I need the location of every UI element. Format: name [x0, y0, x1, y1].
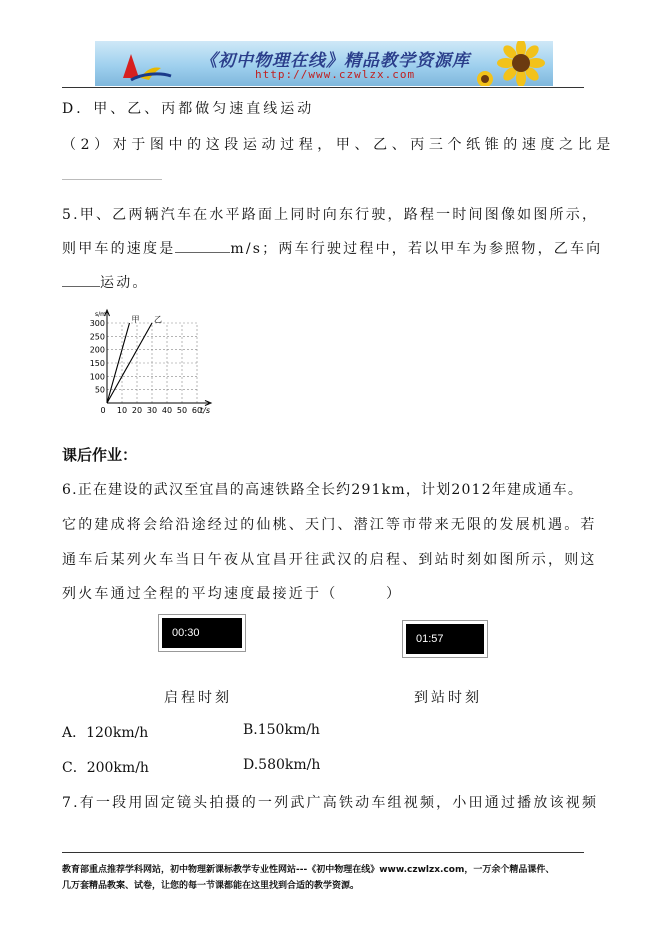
x-tick-label: 40 [161, 406, 173, 415]
footer-rule [62, 852, 584, 853]
x-tick-label: 30 [146, 406, 158, 415]
x-tick-label: 50 [176, 406, 188, 415]
q5-direction-blank[interactable] [62, 286, 100, 287]
sunflower-icon [473, 41, 553, 86]
option-c[interactable]: C．200km/h [62, 760, 149, 776]
header-banner [95, 41, 553, 86]
depart-label: 启程时刻 [164, 690, 232, 706]
footer-line2: 几万套精品教案、试卷，让您的每一节课都能在这里找到合适的教学资源。 [62, 881, 360, 891]
y-tick-label: 200 [89, 345, 105, 355]
header-rule [62, 87, 584, 88]
x-tick-label: 0 [100, 406, 106, 415]
q5-line3 [62, 272, 149, 292]
logo-icon [101, 44, 191, 84]
x-tick-label: 60 [191, 406, 203, 415]
q5-line2 [62, 238, 602, 258]
q5-line2-part2: m/s；两车行驶过程中，若以甲车为参照物，乙车向 [230, 241, 603, 257]
q6-line1: 6.正在建设的武汉至宜昌的高速铁路全长约291km，计划2012年建成通车。 [62, 482, 584, 498]
q4-answer-blank[interactable] [62, 179, 162, 180]
q6-line2: 它的建成将会给沿途经过的仙桃、天门、潜江等市带来无限的发展机遇。若 [62, 517, 597, 533]
arrive-clock: 01:57 [406, 624, 484, 654]
distance-time-chart [85, 308, 215, 416]
y-tick-label: 300 [89, 319, 105, 328]
footer-line1: 教育部重点推荐学科网站，初中物理新课标教学专业性网站---《初中物理在线》www.czwlzx.com，一万余个精品课件、 [62, 865, 555, 875]
q7-line1: 7.有一段用固定镜头拍摄的一列武广高铁动车组视频，小田通过播放该视频 [62, 795, 599, 811]
q6-line4: 列火车通过全程的平均速度最接近于（ ） [62, 586, 403, 602]
y-tick-label: 100 [89, 372, 105, 382]
series-label-1: 甲 [131, 315, 140, 324]
y-tick-label: 250 [89, 332, 105, 342]
q4-option-d: D．甲、乙、丙都做匀速直线运动 [62, 101, 315, 117]
arrive-label: 到站时刻 [414, 690, 482, 706]
option-d[interactable]: D.580km/h [243, 757, 321, 773]
header-url[interactable]: http://www.czwlzx.com [255, 68, 416, 81]
option-b[interactable]: B.150km/h [243, 722, 320, 738]
q6-line3: 通车后某列火车当日午夜从宜昌开往武汉的启程、到站时刻如图所示，则这 [62, 552, 597, 568]
y-tick-label: 50 [94, 385, 105, 395]
q5-line2-part1: 则甲车的速度是 [62, 241, 176, 257]
q4-part2: （2）对于图中的这段运动过程，甲、乙、丙三个纸锥的速度之比是 [62, 137, 615, 153]
series-line-1 [107, 323, 130, 403]
series-line-2 [107, 323, 152, 403]
depart-clock: 00:30 [162, 618, 242, 648]
q5-line3-text: 运动。 [100, 275, 149, 291]
x-axis-label: t/s [200, 406, 210, 415]
option-a[interactable]: A．120km/h [62, 725, 149, 741]
q5-speed-blank[interactable] [175, 252, 230, 253]
series-label-2: 乙 [154, 315, 162, 324]
q5-line1: 5.甲、乙两辆汽车在水平路面上同时向东行驶，路程一时间图像如图所示， [62, 207, 599, 223]
y-axis-label: s/m [95, 311, 106, 318]
homework-heading: 课后作业： [62, 446, 138, 464]
header-title: 《初中物理在线》精品教学资源库 [200, 51, 470, 71]
x-tick-label: 10 [116, 406, 128, 415]
x-tick-label: 20 [131, 406, 143, 415]
y-tick-label: 150 [89, 359, 105, 368]
